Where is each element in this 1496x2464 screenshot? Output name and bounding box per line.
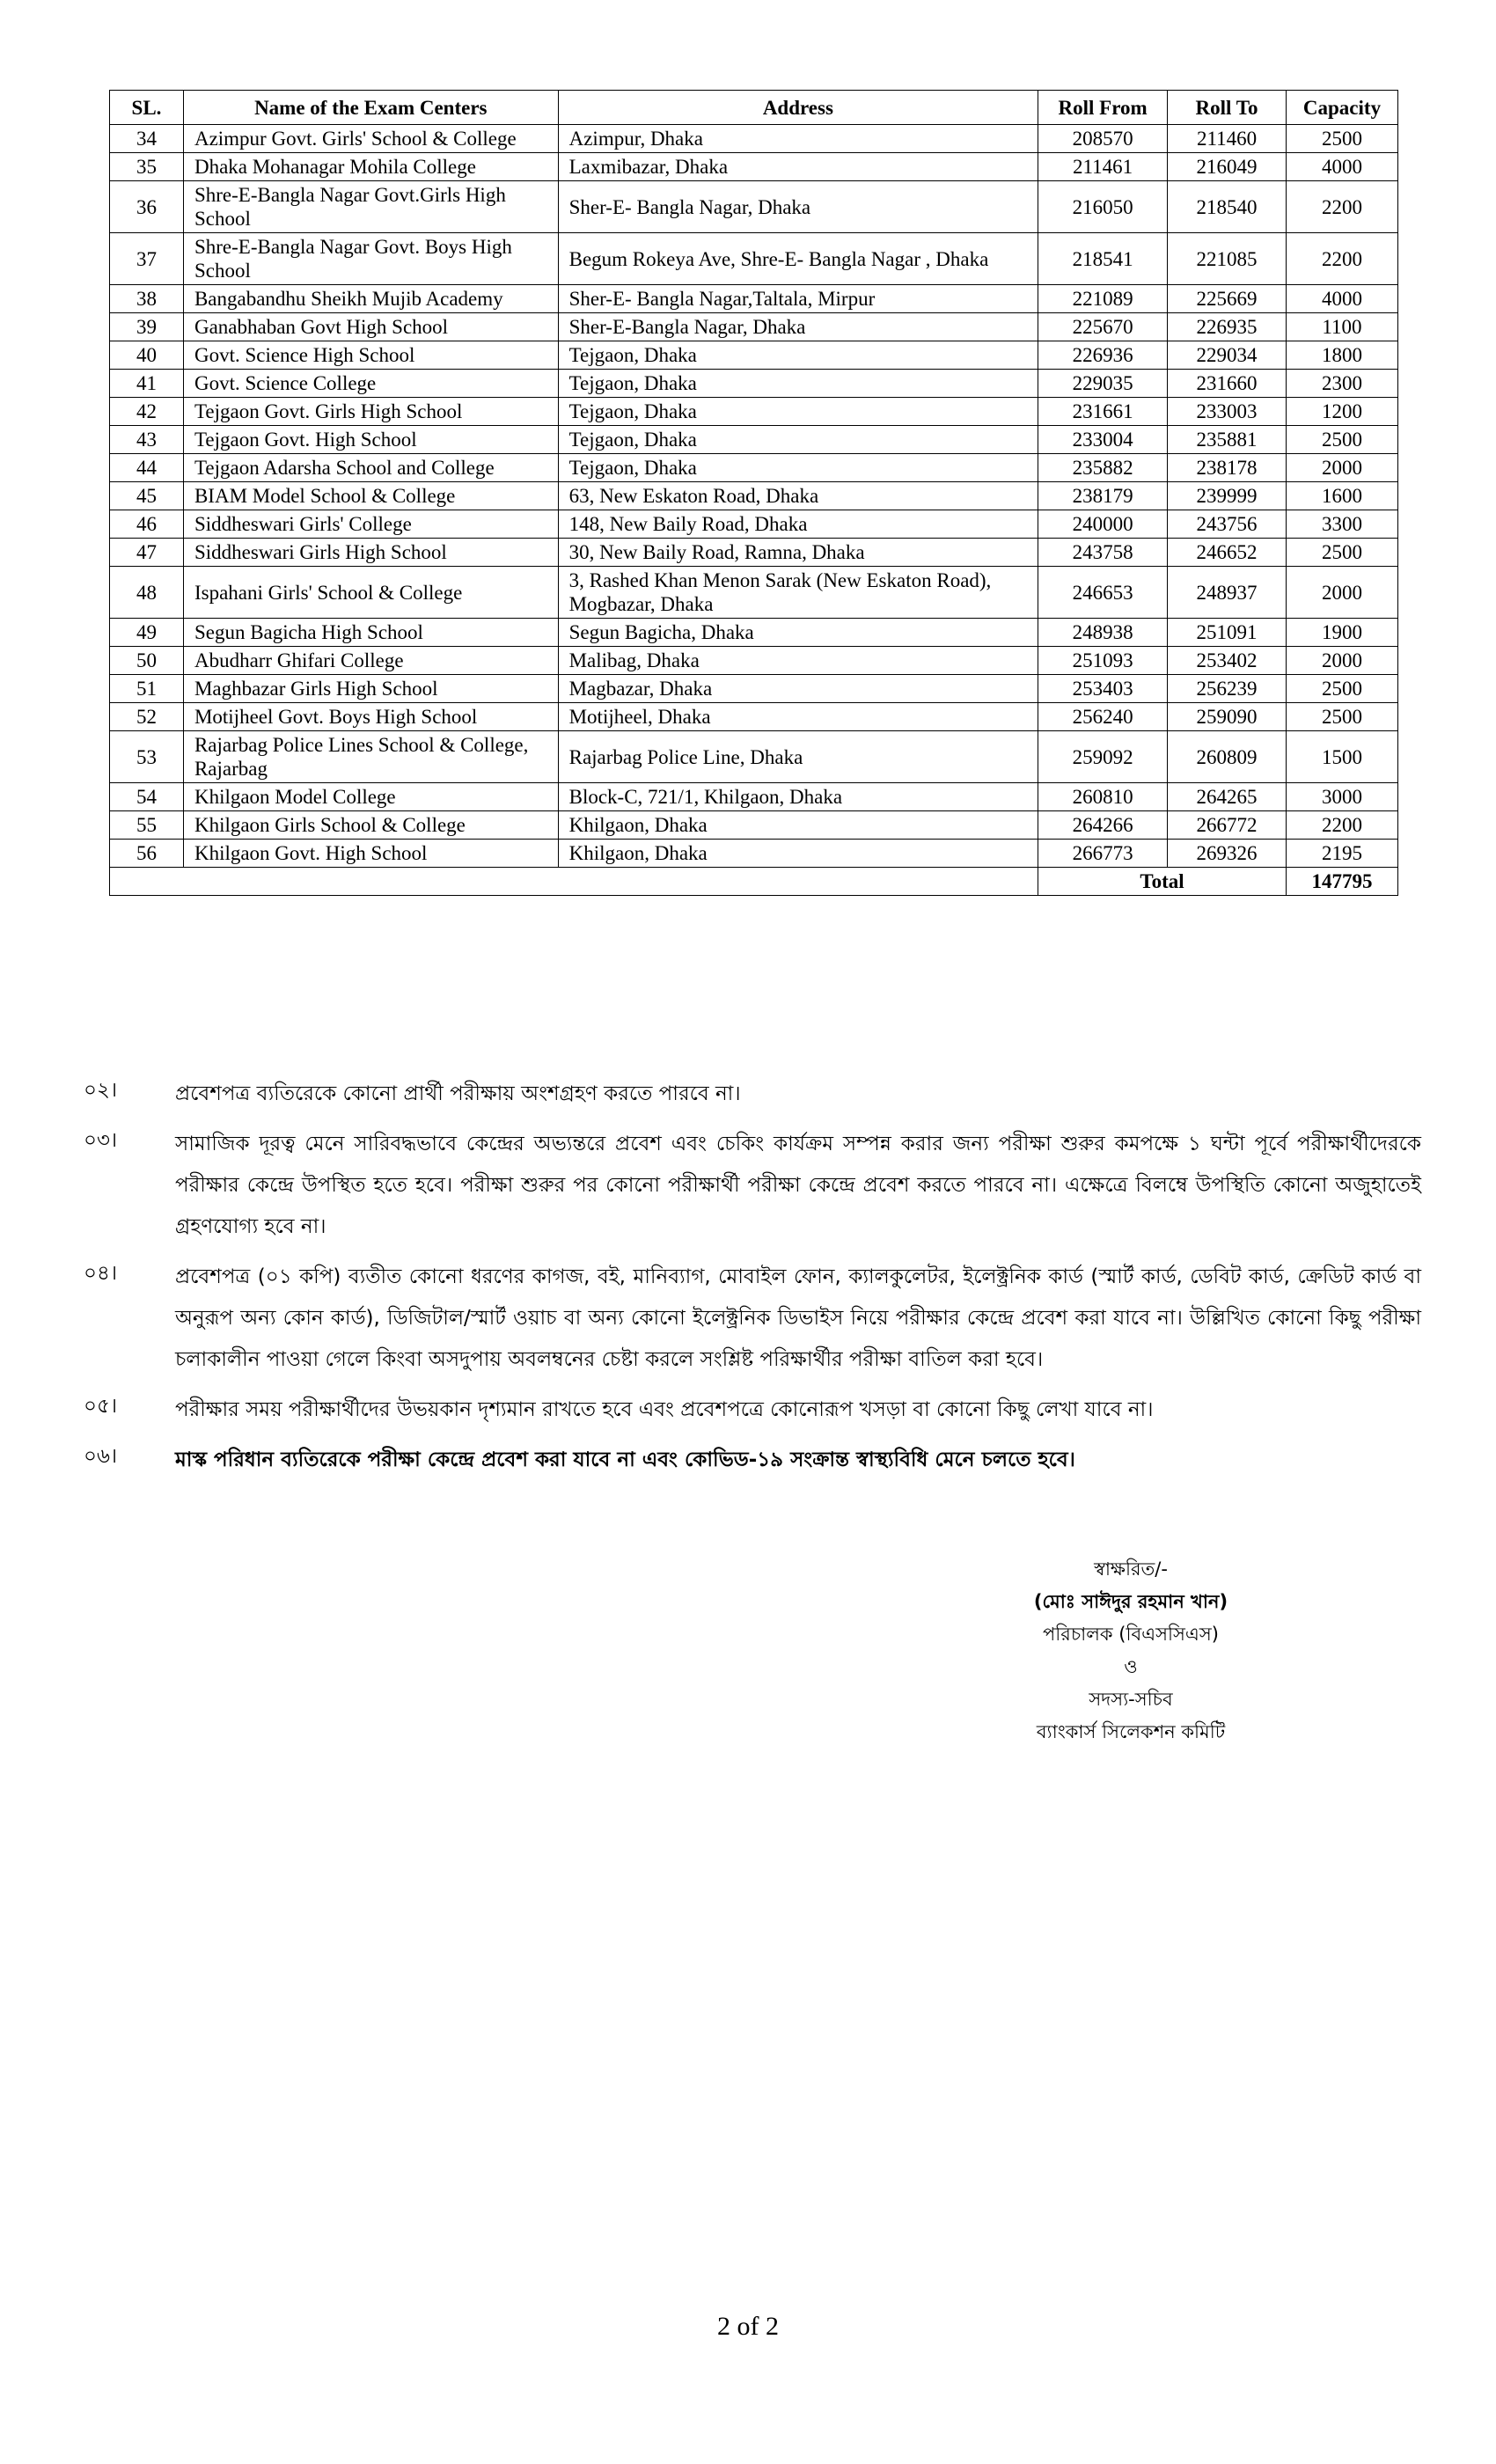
instruction-number: ০৬। — [84, 1445, 118, 1468]
cell-address: Sher-E- Bangla Nagar, Dhaka — [558, 181, 1038, 233]
cell-capacity: 2200 — [1286, 181, 1397, 233]
cell-capacity: 2195 — [1286, 840, 1397, 868]
cell-roll-to: 243756 — [1168, 510, 1287, 539]
cell-address: Sher-E-Bangla Nagar, Dhaka — [558, 313, 1038, 341]
total-blank-cell — [110, 868, 1038, 896]
cell-address: Tejgaon, Dhaka — [558, 370, 1038, 398]
cell-center-name: Khilgaon Govt. High School — [183, 840, 558, 868]
cell-address: Sher-E- Bangla Nagar,Taltala, Mirpur — [558, 285, 1038, 313]
cell-roll-from: 231661 — [1038, 398, 1168, 426]
table-row — [110, 731, 1398, 783]
instruction-text: মাস্ক পরিধান ব্যতিরেকে পরীক্ষা কেন্দ্রে প্রবেশ করা যাবে না এবং কোভিড-১৯ সংক্রান্ত স্বাস্থ্যবিধি মেনে চলতে হবে। — [175, 1448, 1075, 1471]
cell-roll-from: 233004 — [1038, 426, 1168, 454]
cell-sl: 50 — [110, 647, 184, 675]
cell-sl: 56 — [110, 840, 184, 868]
table-row — [110, 125, 1398, 153]
table-row — [110, 619, 1398, 647]
cell-roll-to: 233003 — [1168, 398, 1287, 426]
table-row — [110, 181, 1398, 233]
cell-roll-to: 246652 — [1168, 539, 1287, 567]
table-row — [110, 398, 1398, 426]
table-row — [110, 811, 1398, 840]
committee-name: ব্যাংকার্স সিলেকশন কমিটি — [1036, 1721, 1226, 1742]
cell-roll-to: 218540 — [1168, 181, 1287, 233]
cell-sl: 49 — [110, 619, 184, 647]
cell-center-name: Segun Bagicha High School — [183, 619, 558, 647]
total-label: Total — [1038, 868, 1287, 896]
cell-roll-to: 269326 — [1168, 840, 1287, 868]
instruction-number: ০২। — [84, 1079, 118, 1102]
cell-address: Azimpur, Dhaka — [558, 125, 1038, 153]
cell-roll-from: 266773 — [1038, 840, 1168, 868]
signature-block — [924, 1553, 1338, 1749]
cell-roll-to: 225669 — [1168, 285, 1287, 313]
cell-center-name: Siddheswari Girls High School — [183, 539, 558, 567]
instruction-item — [84, 1124, 1421, 1248]
cell-roll-from: 218541 — [1038, 233, 1168, 285]
cell-center-name: Azimpur Govt. Girls' School & College — [183, 125, 558, 153]
instruction-text: প্রবেশপত্র (০১ কপি) ব্যতীত কোনো ধরণের কাগজ, বই, মানিব্যাগ, মোবাইল ফোন, ক্যালকুলেটর, ইলেক্ট্রনিক কার্ড (স্মার্ট কার্ড, ডেবিট কার্ড, ক্রেডিট কার্ড বা অনুরূপ অন্য কোন কার্ড), ডিজিটাল/স্মার্ট ওয়াচ বা অন্য কোনো ইলেক্ট্রনিক ডিভাইস নিয়ে পরীক্ষার কেন্দ্রে প্রবেশ করা যাবে না। উল্লিখিত কোনো কিছু পরীক্ষা চলাকালীন পাওয়া গেলে কিংবা অসদুপায় অবলম্বনের চেষ্টা করলে সংশ্লিষ্ট পরিক্ষার্থীর পরীক্ষা বাতিল করা হবে। — [175, 1265, 1421, 1371]
cell-roll-from: 238179 — [1038, 482, 1168, 510]
cell-roll-to: 229034 — [1168, 341, 1287, 370]
cell-roll-from: 259092 — [1038, 731, 1168, 783]
header-capacity: Capacity — [1286, 91, 1397, 125]
cell-roll-to: 260809 — [1168, 731, 1287, 783]
cell-sl: 38 — [110, 285, 184, 313]
cell-sl: 34 — [110, 125, 184, 153]
cell-capacity: 2000 — [1286, 454, 1397, 482]
signed-label: স্বাক্ষরিত/- — [1094, 1558, 1168, 1580]
table-row — [110, 341, 1398, 370]
cell-address: Motijheel, Dhaka — [558, 703, 1038, 731]
cell-address: 30, New Baily Road, Ramna, Dhaka — [558, 539, 1038, 567]
cell-center-name: Govt. Science High School — [183, 341, 558, 370]
cell-roll-to: 221085 — [1168, 233, 1287, 285]
cell-roll-from: 226936 — [1038, 341, 1168, 370]
cell-roll-to: 253402 — [1168, 647, 1287, 675]
cell-capacity: 1200 — [1286, 398, 1397, 426]
cell-roll-to: 211460 — [1168, 125, 1287, 153]
cell-capacity: 2500 — [1286, 426, 1397, 454]
cell-sl: 35 — [110, 153, 184, 181]
cell-address: Malibag, Dhaka — [558, 647, 1038, 675]
table-row — [110, 510, 1398, 539]
cell-address: 148, New Baily Road, Dhaka — [558, 510, 1038, 539]
table-row — [110, 703, 1398, 731]
cell-address: Segun Bagicha, Dhaka — [558, 619, 1038, 647]
cell-sl: 41 — [110, 370, 184, 398]
cell-center-name: Bangabandhu Sheikh Mujib Academy — [183, 285, 558, 313]
cell-center-name: Maghbazar Girls High School — [183, 675, 558, 703]
cell-roll-from: 246653 — [1038, 567, 1168, 619]
table-row — [110, 675, 1398, 703]
cell-sl: 48 — [110, 567, 184, 619]
cell-capacity: 2500 — [1286, 539, 1397, 567]
cell-capacity: 2500 — [1286, 675, 1397, 703]
cell-sl: 53 — [110, 731, 184, 783]
cell-roll-to: 235881 — [1168, 426, 1287, 454]
cell-center-name: Siddheswari Girls' College — [183, 510, 558, 539]
cell-capacity: 1800 — [1286, 341, 1397, 370]
cell-capacity: 2200 — [1286, 233, 1397, 285]
instruction-item — [84, 1074, 1421, 1115]
cell-center-name: Ispahani Girls' School & College — [183, 567, 558, 619]
cell-roll-from: 260810 — [1038, 783, 1168, 811]
signatory-title: পরিচালক (বিএসসিএস) — [1043, 1624, 1219, 1645]
cell-capacity: 4000 — [1286, 285, 1397, 313]
table-row — [110, 647, 1398, 675]
cell-roll-to: 248937 — [1168, 567, 1287, 619]
cell-sl: 40 — [110, 341, 184, 370]
instruction-text: প্রবেশপত্র ব্যতিরেকে কোনো প্রার্থী পরীক্ষায় অংশগ্রহণ করতে পারবে না। — [175, 1082, 741, 1105]
cell-capacity: 2300 — [1286, 370, 1397, 398]
table-row — [110, 482, 1398, 510]
table-row — [110, 783, 1398, 811]
cell-center-name: Motijheel Govt. Boys High School — [183, 703, 558, 731]
cell-roll-to: 256239 — [1168, 675, 1287, 703]
cell-roll-from: 235882 — [1038, 454, 1168, 482]
cell-center-name: Govt. Science College — [183, 370, 558, 398]
cell-roll-from: 251093 — [1038, 647, 1168, 675]
cell-sl: 51 — [110, 675, 184, 703]
cell-sl: 37 — [110, 233, 184, 285]
cell-sl: 52 — [110, 703, 184, 731]
cell-center-name: Rajarbag Police Lines School & College, Rajarbag — [183, 731, 558, 783]
cell-roll-to: 264265 — [1168, 783, 1287, 811]
cell-roll-from: 240000 — [1038, 510, 1168, 539]
cell-sl: 43 — [110, 426, 184, 454]
cell-sl: 47 — [110, 539, 184, 567]
instruction-number: ০৫। — [84, 1395, 118, 1418]
cell-roll-from: 211461 — [1038, 153, 1168, 181]
header-roll-to: Roll To — [1168, 91, 1287, 125]
cell-roll-from: 256240 — [1038, 703, 1168, 731]
table-header-row — [110, 91, 1398, 125]
cell-roll-from: 221089 — [1038, 285, 1168, 313]
cell-roll-to: 259090 — [1168, 703, 1287, 731]
cell-capacity: 2000 — [1286, 647, 1397, 675]
instruction-number: ০৩। — [84, 1129, 118, 1152]
cell-address: Tejgaon, Dhaka — [558, 426, 1038, 454]
table-row — [110, 153, 1398, 181]
cell-address: Tejgaon, Dhaka — [558, 398, 1038, 426]
cell-center-name: BIAM Model School & College — [183, 482, 558, 510]
signatory-and: ও — [1124, 1656, 1138, 1677]
cell-sl: 36 — [110, 181, 184, 233]
cell-address: Tejgaon, Dhaka — [558, 341, 1038, 370]
cell-sl: 42 — [110, 398, 184, 426]
cell-capacity: 2500 — [1286, 703, 1397, 731]
cell-roll-to: 266772 — [1168, 811, 1287, 840]
cell-roll-to: 251091 — [1168, 619, 1287, 647]
cell-center-name: Abudharr Ghifari College — [183, 647, 558, 675]
instruction-text: পরীক্ষার সময় পরীক্ষার্থীদের উভয়কান দৃশ্যমান রাখতে হবে এবং প্রবেশপত্রে কোনোরূপ খসড়া বা কোনো কিছু লেখা যাবে না। — [175, 1398, 1154, 1421]
cell-center-name: Khilgaon Model College — [183, 783, 558, 811]
cell-capacity: 3300 — [1286, 510, 1397, 539]
instructions-list — [84, 1074, 1421, 1490]
cell-center-name: Tejgaon Adarsha School and College — [183, 454, 558, 482]
cell-capacity: 4000 — [1286, 153, 1397, 181]
cell-address: 3, Rashed Khan Menon Sarak (New Eskaton Road), Mogbazar, Dhaka — [558, 567, 1038, 619]
table-row — [110, 370, 1398, 398]
instruction-item — [84, 1390, 1421, 1431]
cell-roll-from: 225670 — [1038, 313, 1168, 341]
cell-roll-to: 238178 — [1168, 454, 1287, 482]
cell-center-name: Dhaka Mohanagar Mohila College — [183, 153, 558, 181]
cell-capacity: 1500 — [1286, 731, 1397, 783]
cell-sl: 39 — [110, 313, 184, 341]
cell-sl: 44 — [110, 454, 184, 482]
signatory-name: (মোঃ সাঈদুর রহমান খান) — [1033, 1591, 1228, 1612]
exam-centers-table — [109, 90, 1398, 896]
cell-address: Tejgaon, Dhaka — [558, 454, 1038, 482]
cell-roll-from: 216050 — [1038, 181, 1168, 233]
cell-address: Block-C, 721/1, Khilgaon, Dhaka — [558, 783, 1038, 811]
cell-sl: 46 — [110, 510, 184, 539]
cell-center-name: Shre-E-Bangla Nagar Govt. Boys High School — [183, 233, 558, 285]
cell-roll-from: 248938 — [1038, 619, 1168, 647]
instruction-item — [84, 1257, 1421, 1381]
cell-sl: 55 — [110, 811, 184, 840]
cell-address: 63, New Eskaton Road, Dhaka — [558, 482, 1038, 510]
table-row — [110, 539, 1398, 567]
cell-roll-from: 243758 — [1038, 539, 1168, 567]
cell-capacity: 3000 — [1286, 783, 1397, 811]
cell-roll-to: 226935 — [1168, 313, 1287, 341]
total-value: 147795 — [1286, 868, 1397, 896]
cell-address: Magbazar, Dhaka — [558, 675, 1038, 703]
cell-capacity: 1900 — [1286, 619, 1397, 647]
cell-center-name: Khilgaon Girls School & College — [183, 811, 558, 840]
cell-capacity: 1600 — [1286, 482, 1397, 510]
cell-capacity: 1100 — [1286, 313, 1397, 341]
cell-roll-from: 264266 — [1038, 811, 1168, 840]
header-roll-from: Roll From — [1038, 91, 1168, 125]
page-number: 2 of 2 — [717, 2312, 779, 2341]
cell-roll-to: 231660 — [1168, 370, 1287, 398]
cell-center-name: Shre-E-Bangla Nagar Govt.Girls High School — [183, 181, 558, 233]
cell-roll-to: 239999 — [1168, 482, 1287, 510]
cell-address: Khilgaon, Dhaka — [558, 811, 1038, 840]
cell-capacity: 2500 — [1286, 125, 1397, 153]
header-sl: SL. — [110, 91, 184, 125]
cell-sl: 54 — [110, 783, 184, 811]
cell-center-name: Tejgaon Govt. Girls High School — [183, 398, 558, 426]
total-row — [110, 868, 1398, 896]
cell-address: Laxmibazar, Dhaka — [558, 153, 1038, 181]
instruction-number: ০৪। — [84, 1262, 118, 1285]
table-row — [110, 454, 1398, 482]
cell-address: Khilgaon, Dhaka — [558, 840, 1038, 868]
signatory-title-2: সদস্য-সচিব — [1089, 1689, 1173, 1710]
cell-roll-from: 208570 — [1038, 125, 1168, 153]
cell-sl: 45 — [110, 482, 184, 510]
table-row — [110, 840, 1398, 868]
cell-address: Begum Rokeya Ave, Shre-E- Bangla Nagar , Dhaka — [558, 233, 1038, 285]
header-center-name: Name of the Exam Centers — [183, 91, 558, 125]
instruction-text: সামাজিক দূরত্ব মেনে সারিবদ্ধভাবে কেন্দ্রের অভ্যন্তরে প্রবেশ এবং চেকিং কার্যক্রম সম্পন্ন করার জন্য পরীক্ষা শুরুর কমপক্ষে ১ ঘন্টা পূর্বে পরীক্ষার্থীদেরকে পরীক্ষার কেন্দ্রে উপস্থিত হতে হবে। পরীক্ষা শুরুর পর কোনো পরীক্ষার্থী পরীক্ষা কেন্দ্রে প্রবেশ করতে পারবে না। এক্ষেত্রে বিলম্বে উপস্থিতি কোনো অজুহাতেই গ্রহণযোগ্য হবে না। — [175, 1133, 1421, 1238]
table-row — [110, 285, 1398, 313]
cell-roll-from: 253403 — [1038, 675, 1168, 703]
cell-roll-from: 229035 — [1038, 370, 1168, 398]
table-row — [110, 233, 1398, 285]
instruction-item — [84, 1440, 1421, 1481]
cell-capacity: 2200 — [1286, 811, 1397, 840]
header-address: Address — [558, 91, 1038, 125]
cell-center-name: Ganabhaban Govt High School — [183, 313, 558, 341]
cell-roll-to: 216049 — [1168, 153, 1287, 181]
cell-capacity: 2000 — [1286, 567, 1397, 619]
cell-address: Rajarbag Police Line, Dhaka — [558, 731, 1038, 783]
table-row — [110, 567, 1398, 619]
table-row — [110, 313, 1398, 341]
cell-center-name: Tejgaon Govt. High School — [183, 426, 558, 454]
table-row — [110, 426, 1398, 454]
